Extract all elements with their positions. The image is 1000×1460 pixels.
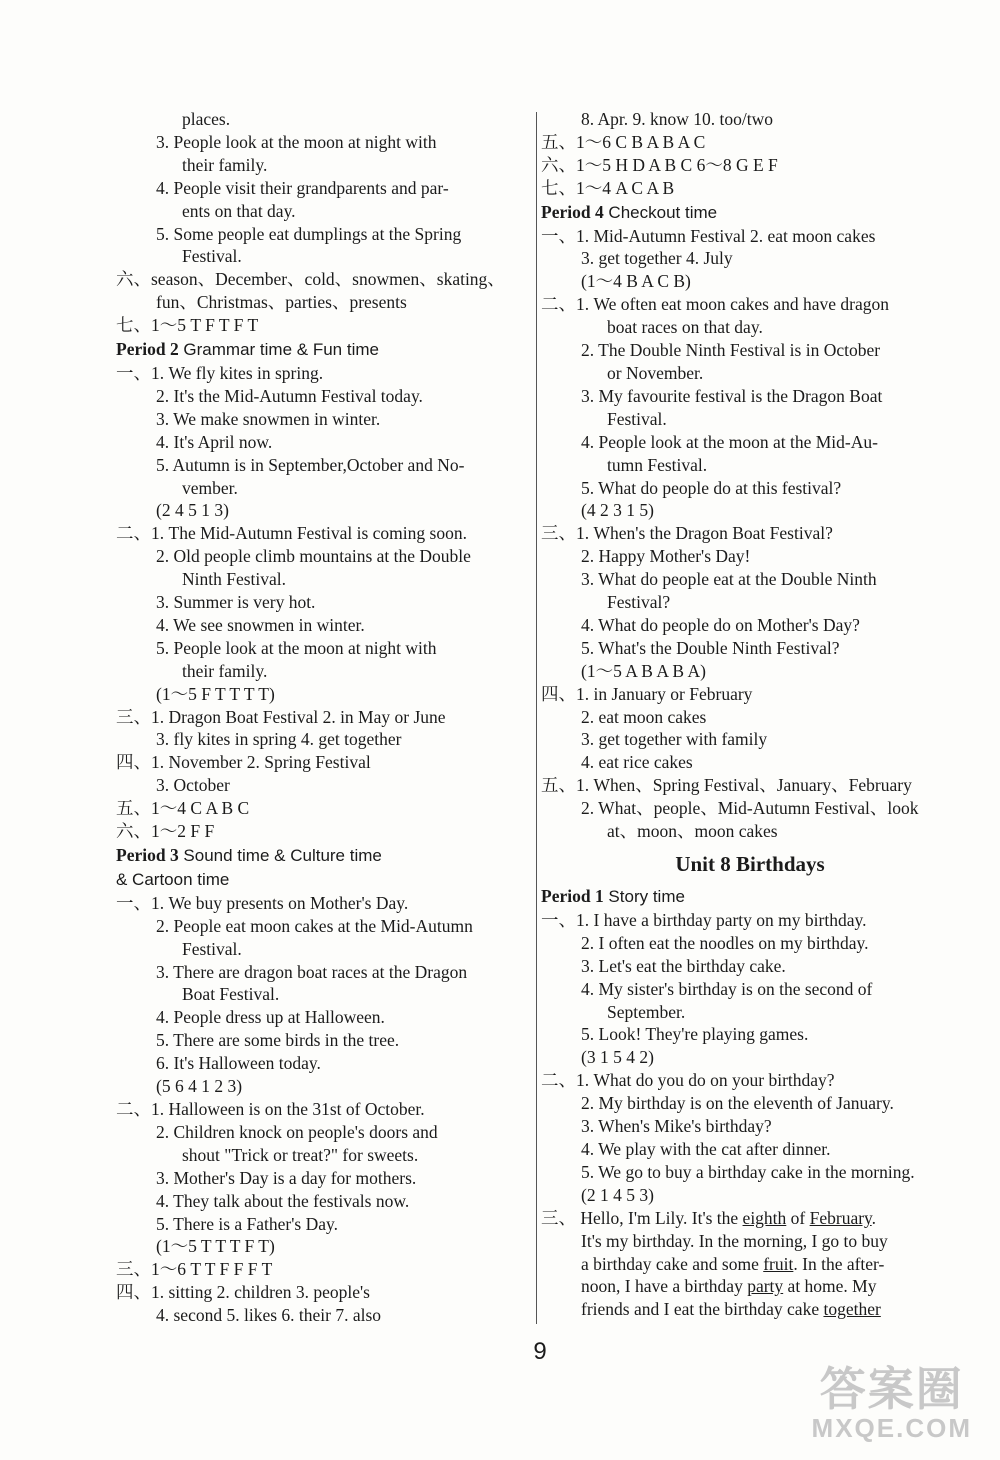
answer-line [116,820,530,843]
answer-line [116,1052,530,1075]
line-text: & Cartoon time [116,869,230,889]
line-text: 3. October [156,775,230,796]
line-text: Checkout time [603,202,718,222]
answer-line [541,545,959,568]
answer-line [116,431,530,454]
line-text: vember. [182,477,238,498]
line-text: 2. Children knock on people's doors and [156,1121,438,1142]
answer-line [116,983,530,1006]
line-text: Festival? [607,592,671,613]
line-text: 三、1. When's the Dragon Boat Festival? [541,523,833,544]
text-span: . [871,1207,877,1228]
line-text: 3. My favourite festival is the Dragon Boat [581,385,883,406]
left-column [116,108,530,1327]
line-text: 4. They talk about the festivals now. [156,1190,410,1211]
line-text: 5. Some people eat dumplings at the Spring [156,223,462,244]
line-text: 六、1～5 H D A B C 6～8 G E F [541,154,778,175]
period-heading [116,869,530,892]
answer-line [116,892,530,915]
answer-line [116,454,530,477]
line-text: 4. We play with the cat after dinner. [581,1138,831,1159]
line-text: 3. People look at the moon at night with [156,131,437,152]
answer-line [541,1207,959,1230]
line-text: boat races on that day. [607,317,763,338]
answer-line [541,1023,959,1046]
answer-line [541,108,959,131]
answer-line [116,1098,530,1121]
line-text: 4. eat rice cakes [581,752,693,773]
line-text: 2. Happy Mother's Day! [581,546,751,567]
answer-line [116,728,530,751]
line-text: 3. Let's eat the birthday cake. [581,955,786,976]
answer-line [541,774,959,797]
answer-line [116,385,530,408]
answer-line [116,545,530,568]
line-text: 3. Summer is very hot. [156,592,316,613]
answer-line [541,477,959,500]
answer-line [116,683,530,706]
answer-line [541,978,959,1001]
answer-line [541,177,959,200]
text-span: 三、 Hello, I'm Lily. It's the [541,1207,743,1228]
line-text: 2. I often eat the noodles on my birthday. [581,932,869,953]
answer-line [541,1184,959,1207]
line-text: Sound time & Culture time [178,846,382,865]
line-text: 2. It's the Mid-Autumn Festival today. [156,385,423,406]
line-text: (1～4 B A C B) [581,271,691,292]
answer-line [541,660,959,683]
answer-line [541,522,959,545]
answer-line [116,268,530,291]
watermark-url: MXQE.COM [811,1413,972,1443]
line-text: (1～5 A B A B A) [581,660,706,681]
answer-line [116,1167,530,1190]
answer-line [116,706,530,729]
line-text: Festival. [182,938,242,959]
line-text: ents on that day. [182,200,296,221]
answer-line [541,1298,959,1321]
answer-line [541,591,959,614]
period-heading [116,844,530,868]
line-text: 5. What's the Double Ninth Festival? [581,637,840,658]
answer-line [541,683,959,706]
line-text: 六、season、December、cold、snowmen、skating、 [116,269,505,290]
line-text: 3. When's Mike's birthday? [581,1116,772,1137]
line-text: Ninth Festival. [182,569,287,590]
answer-line [116,1235,530,1258]
answer-line [116,1281,530,1304]
answer-line [541,454,959,477]
line-text: 3. fly kites in spring 4. get together [156,729,402,750]
answer-line [116,200,530,223]
line-text: 四、1. November 2. Spring Festival [116,752,371,773]
text-span: at home. My [783,1276,877,1297]
line-text: 二、1. Halloween is on the 31st of October. [116,1098,425,1119]
line-text: 4. It's April now. [156,431,273,452]
line-text: 一、1. I have a birthday party on my birthday. [541,909,867,930]
line-text: 2. eat moon cakes [581,706,707,727]
answer-line [541,1115,959,1138]
answer-line [116,915,530,938]
line-text: 一、1. We buy presents on Mother's Day. [116,892,409,913]
answer-line [541,1092,959,1115]
answer-line [541,408,959,431]
answer-line [541,131,959,154]
line-text: 4. What do people do on Mother's Day? [581,614,860,635]
answer-line [541,1161,959,1184]
line-text: 3. get together 4. July [581,248,733,269]
line-text: 二、1. The Mid-Autumn Festival is coming soon. [116,523,467,544]
answer-line [541,431,959,454]
answer-line [541,1275,959,1298]
answer-line [541,499,959,522]
answer-line [116,245,530,268]
answer-line [541,955,959,978]
answer-line [116,131,530,154]
line-text: 8. Apr. 9. know 10. too/two [581,109,774,129]
answer-line [116,1258,530,1281]
answer-line [116,223,530,246]
line-text: 四、1. in January or February [541,683,753,704]
line-text: 5. There is a Father's Day. [156,1213,338,1234]
underlined-answer: eighth [742,1207,787,1228]
period-label: Period 2 [116,339,179,360]
answer-line [541,316,959,339]
line-text: 3. Mother's Day is a day for mothers. [156,1167,417,1188]
answer-line [116,591,530,614]
answer-line [116,637,530,660]
line-text: 六、1～2 F F [116,821,215,842]
text-span: friends and I eat the birthday cake [581,1299,824,1320]
line-text: their family. [182,154,268,175]
line-text: 2. People eat moon cakes at the Mid-Autumn [156,915,473,936]
line-text: 4. People look at the moon at the Mid-Au- [581,431,878,452]
answer-line [116,614,530,637]
line-text: 3. There are dragon boat races at the Dragon [156,961,468,982]
line-text: 5. We go to buy a birthday cake in the morning. [581,1161,915,1182]
answer-line [116,660,530,683]
answer-line [541,339,959,362]
line-text: 4. My sister's birthday is on the second of [581,978,873,999]
line-text: 4. People visit their grandparents and par- [156,177,449,198]
line-text: 二、1. We often eat moon cakes and have dragon [541,294,889,315]
answer-line [116,751,530,774]
answer-line [116,568,530,591]
answer-line [541,225,959,248]
answer-line [116,177,530,200]
answer-line [116,1213,530,1236]
answer-line [541,614,959,637]
answer-line [541,1046,959,1069]
line-text: 五、1. When、Spring Festival、January、February [541,775,912,796]
answer-line [541,385,959,408]
answer-line [116,522,530,545]
line-text: 5. Autumn is in September,October and No- [156,454,465,475]
answer-line [541,932,959,955]
answer-line [541,1138,959,1161]
line-text: 6. It's Halloween today. [156,1053,321,1074]
answer-line [541,293,959,316]
answer-line [541,1069,959,1092]
period-label: Period 4 [541,201,604,222]
line-text: Story time [603,887,685,906]
answer-line [116,1075,530,1098]
line-text: 四、1. sitting 2. children 3. people's [116,1282,370,1303]
answer-line [116,1304,530,1327]
line-text: or November. [607,362,704,383]
period-heading [541,201,959,225]
column-divider [536,112,537,1324]
answer-line [116,291,530,314]
text-span: noon, I have a birthday [581,1276,748,1297]
answer-line [116,408,530,431]
watermark-cn: 答案圈 [819,1362,964,1416]
answer-line [116,774,530,797]
line-text: 4. We see snowmen in winter. [156,614,365,635]
line-text: September. [607,1001,686,1022]
answer-line [116,1006,530,1029]
answer-line [541,568,959,591]
answer-line [116,1190,530,1213]
answer-line [541,797,959,820]
answer-line [541,362,959,385]
answer-line [116,499,530,522]
answer-line [116,314,530,337]
answer-line [541,247,959,270]
answer-line [541,728,959,751]
line-text: 2. My birthday is on the eleventh of January. [581,1093,894,1114]
line-text: 三、1. Dragon Boat Festival 2. in May or June [116,706,446,727]
page-number: 9 [533,1338,547,1365]
line-text: 5. People look at the moon at night with [156,637,437,658]
line-text: 一、1. We fly kites in spring. [116,362,324,383]
line-text: 5. What do people do at this festival? [581,477,842,498]
text-span: a birthday cake and some [581,1253,764,1274]
line-text: places. [182,109,231,129]
line-text: shout "Trick or treat?" for sweets. [182,1144,419,1165]
answer-line [116,797,530,820]
period-label: Period 3 [116,845,179,865]
answer-line [541,270,959,293]
answer-line [116,961,530,984]
answer-line [541,1230,959,1253]
line-text: 2. What、people、Mid-Autumn Festival、look [581,798,919,819]
line-text: (1～5 T T T F T) [156,1236,275,1257]
underlined-answer: February [809,1207,872,1228]
line-text: Grammar time & Fun time [178,340,379,360]
answer-line [541,154,959,177]
line-text: 三、1～6 T T F F F T [116,1259,273,1280]
line-text: 七、1～5 T F T F T [116,315,259,336]
text-span: It's my birthday. In the morning, I go to buy [581,1230,888,1251]
text-span: . In the after- [793,1253,885,1274]
answer-line [116,362,530,385]
answer-line [541,706,959,729]
answer-line [541,820,959,843]
line-text: 4. People dress up at Halloween. [156,1007,385,1028]
period-label: Period 1 [541,886,604,906]
answer-line [541,1253,959,1276]
line-text: (4 2 3 1 5) [581,500,654,521]
line-text: at、moon、moon cakes [607,821,778,842]
line-text: Festival. [607,408,667,429]
answer-line [541,751,959,774]
line-text: fun、Christmas、parties、presents [156,292,407,313]
answer-line [116,1144,530,1167]
underlined-answer: fruit [763,1253,794,1274]
line-text: 2. Old people climb mountains at the Double [156,546,471,567]
answer-line [116,1121,530,1144]
line-text: (2 1 4 5 3) [581,1184,654,1205]
line-text: 3. get together with family [581,729,768,750]
line-text: 二、1. What do you do on your birthday? [541,1070,835,1091]
answer-line [116,938,530,961]
line-text: 4. second 5. likes 6. their 7. also [156,1305,382,1326]
line-text: Boat Festival. [182,984,280,1005]
line-text: 七、1～4 A C A B [541,177,675,198]
line-text: (1～5 F T T T T) [156,683,275,704]
line-text: 2. The Double Ninth Festival is in October [581,340,881,361]
answer-line [541,909,959,932]
answer-line [116,154,530,177]
line-text: (5 6 4 1 2 3) [156,1076,243,1097]
text-span: of [786,1207,810,1228]
answer-line [541,637,959,660]
line-text: their family. [182,660,268,681]
line-text: (3 1 5 4 2) [581,1047,654,1068]
line-text: 一、1. Mid-Autumn Festival 2. eat moon cakes [541,225,876,246]
line-text: 3. We make snowmen in winter. [156,408,381,429]
line-text: 5. Look! They're playing games. [581,1024,809,1045]
answer-line [116,1029,530,1052]
period-heading [116,338,530,362]
right-column [541,108,959,1321]
line-text: tumn Festival. [607,454,708,475]
underlined-answer: together [823,1299,881,1320]
line-text: 5. There are some birds in the tree. [156,1030,400,1051]
answer-line [116,477,530,500]
watermark-logo [812,1364,972,1442]
line-text: 五、1～6 C B A B A C [541,131,706,152]
underlined-answer: party [747,1276,784,1297]
unit-heading: Unit 8 Birthdays [675,852,825,876]
answer-line [116,108,530,131]
answer-line [541,1001,959,1024]
line-text: 3. What do people eat at the Double Ninth [581,569,877,590]
line-text: Festival. [182,246,242,267]
period-heading [541,885,959,909]
line-text: (2 4 5 1 3) [156,500,229,521]
line-text: 五、1～4 C A B C [116,798,250,819]
